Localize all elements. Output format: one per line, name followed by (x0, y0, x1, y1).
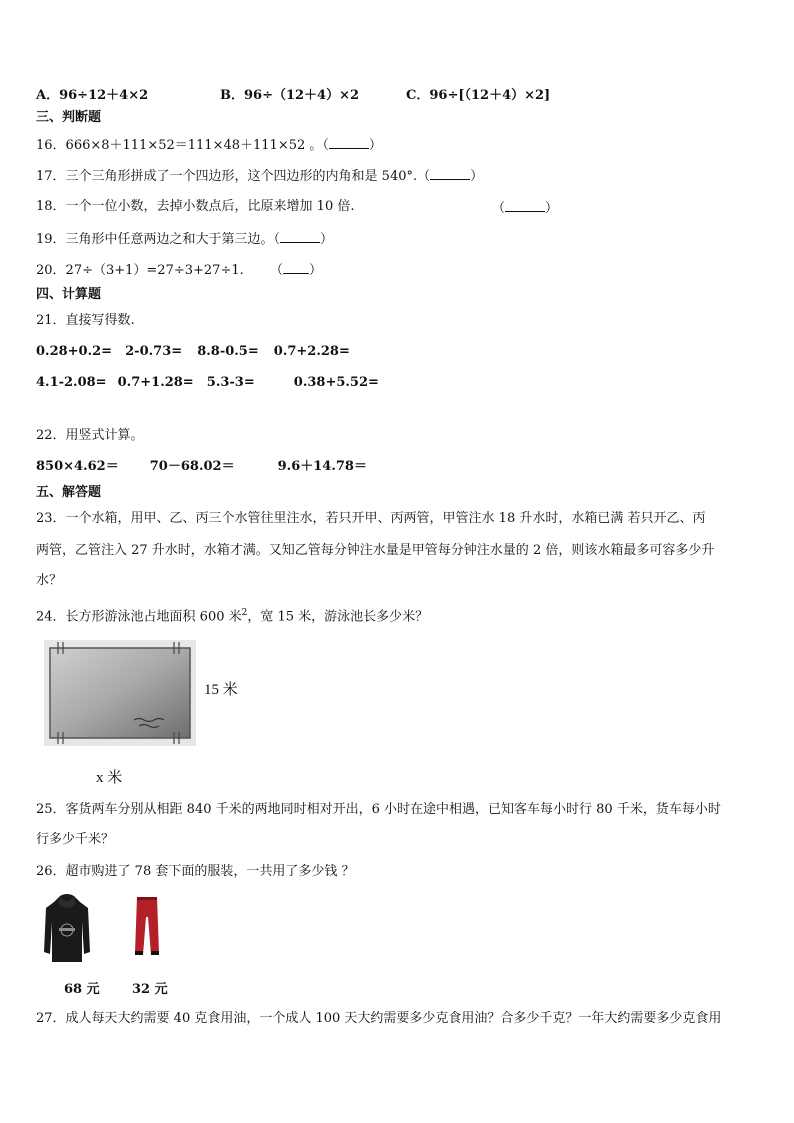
question-23-line-2: 两管，乙管注入 27 升水时，水箱才满。又知乙管每分钟注水量是甲管每分钟注水量的 2 倍，则该水箱最多可容多少升 (36, 543, 715, 558)
oral-calc-item: 5.3-3= (206, 375, 255, 390)
oral-calc-item: 8.8-0.5= (197, 344, 259, 359)
question-17-close: ） (470, 169, 484, 184)
oral-calc-item: 0.28+0.2= (36, 344, 113, 359)
question-24-sup: 2 (241, 608, 248, 618)
answer-blank[interactable] (280, 230, 320, 243)
question-17 (36, 167, 483, 185)
question-18-open: （ (492, 201, 506, 216)
pool-length-label: x 米 (96, 770, 123, 786)
question-18-text: 18．一个一位小数，去掉小数点后，比原来增加 10 倍. (36, 199, 355, 214)
question-17-text: 17．三个三角形拼成了一个四边形，这个四边形的内角和是 540°.（ (36, 169, 431, 184)
oral-calc-item: 4.1-2.08= (36, 375, 107, 390)
answer-blank[interactable] (329, 136, 369, 149)
question-20-close: ） (309, 263, 323, 278)
question-21-row-1 (36, 344, 350, 360)
question-16-text: 16．666×8＋111×52＝111×48＋111×52 。（ (36, 138, 329, 153)
section-calc: 四、计算题 (36, 287, 102, 302)
question-24-text: 24．长方形游泳池占地面积 600 米 (36, 609, 242, 625)
question-18-answer (492, 199, 558, 217)
question-26: 26．超市购进了 78 套下面的服装，一共用了多少钱 ？ (36, 864, 355, 879)
question-19 (36, 230, 333, 248)
answer-blank[interactable] (505, 199, 545, 212)
question-24 (36, 605, 428, 625)
option-a: A．96÷12＋4×2 (36, 88, 149, 103)
price-pants: 32 元 (132, 982, 168, 997)
answer-blank[interactable] (283, 261, 309, 274)
question-16 (36, 136, 382, 154)
question-22-title: 22．用竖式计算。 (36, 428, 144, 443)
question-24-text-2: ，宽 15 米，游泳池长多少米？ (247, 609, 429, 625)
option-b: B．96÷（12＋4）×2 (220, 88, 360, 103)
question-18-close: ） (545, 201, 559, 216)
question-19-text: 19．三角形中任意两边之和大于第三边。（ (36, 232, 281, 247)
question-23-line-3: 水？ (36, 573, 63, 588)
question-22-items (36, 459, 367, 475)
question-23-line-1: 23．一个水箱，用甲、乙、丙三个水管往里注水，若只开甲、丙两管，甲管注水 18 升水时，水箱已满 若只开乙、丙 (36, 511, 706, 526)
question-16-close: ） (368, 138, 382, 153)
oral-calc-item: 2-0.73= (125, 344, 183, 359)
question-20-text: 20．27÷（3+1）=27÷3+27÷1. (36, 263, 244, 278)
section-judge: 三、判断题 (36, 110, 102, 125)
question-25-line-2: 行多少千米？ (36, 832, 115, 847)
oral-calc-item: 0.38+5.52= (293, 375, 379, 390)
pants-icon (134, 895, 160, 957)
oral-calc-item: 0.7+2.28= (273, 344, 350, 359)
question-19-close: ） (320, 232, 334, 247)
question-20 (36, 261, 322, 279)
question-21-row-2 (36, 375, 379, 391)
question-21-title: 21．直接写得数. (36, 313, 135, 328)
swimming-pool-figure (44, 640, 196, 746)
pool-water (50, 648, 190, 738)
section-solve: 五、解答题 (36, 485, 102, 500)
price-hoodie: 68 元 (64, 982, 100, 997)
vertical-calc-item: 9.6＋14.78＝ (277, 459, 367, 474)
pool-width-label: 15 米 (204, 682, 238, 698)
vertical-calc-item: 850×4.62＝ (36, 459, 119, 474)
question-18 (36, 199, 354, 215)
hoodie-icon (44, 892, 90, 964)
question-27-line-1: 27．成人每天大约需要 40 克食用油，一个成人 100 天大约需要多少克食用油？合多少千克？一年大约需要多少克食用 (36, 1011, 722, 1026)
option-c: C．96÷[（12＋4）×2] (406, 88, 551, 103)
vertical-calc-item: 70－68.02＝ (149, 459, 235, 474)
oral-calc-item: 0.7+1.28= (117, 375, 194, 390)
answer-blank[interactable] (430, 167, 470, 180)
question-25-line-1: 25．客货两车分别从相距 840 千米的两地同时相对开出，6 小时在途中相遇，已知客车每小时行 80 千米，货车每小时 (36, 802, 721, 817)
question-20-open: （ (270, 263, 284, 278)
